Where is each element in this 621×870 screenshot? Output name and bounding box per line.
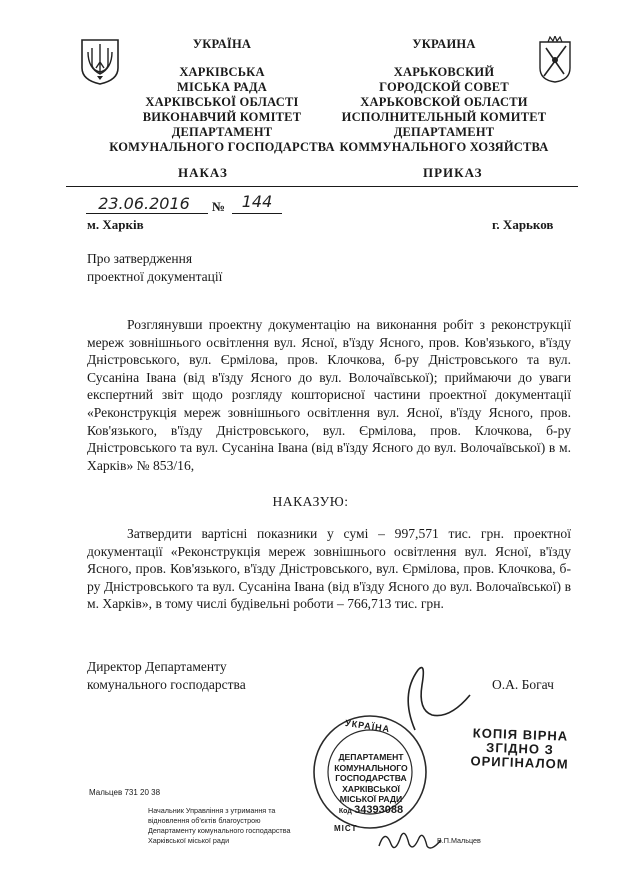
stamp-bottom-arc: МІСТ (334, 824, 358, 833)
certifier-line: Харківської міської ради (148, 836, 230, 845)
stamp-line: ГОСПОДАРСТВА (335, 773, 407, 783)
order-number-sign: № (212, 199, 226, 214)
header-russian (328, 37, 560, 155)
position-line: Директор Департаменту (87, 659, 227, 674)
order-word-ru: ПРИКАЗ (423, 165, 483, 180)
copy-certified-stamp (463, 726, 576, 772)
order-subject (87, 250, 222, 286)
preamble-paragraph (87, 316, 571, 474)
date-underline (86, 213, 208, 214)
stamp-code: 34393088 (354, 803, 404, 816)
city-ua: м. Харків (87, 217, 144, 232)
copy-stamp-line: КОПІЯ ВІРНА (472, 725, 569, 744)
header-line: ГОРОДСКОЙ СОВЕТ (379, 80, 509, 94)
header-ukrainian (84, 37, 360, 155)
stamp-code-label: Код (338, 807, 352, 815)
order-heading: НАКАЗУЮ: (272, 494, 349, 509)
header-divider (66, 186, 578, 187)
certifier-name: В.П.Мальцев (437, 836, 481, 845)
certifier-signature (375, 822, 445, 858)
header-line: МІСЬКА РАДА (176, 80, 268, 94)
certifier-block (148, 806, 328, 846)
subject-line: проектної документації (87, 269, 223, 284)
header-line: ХАРЬКОВСКИЙ (393, 65, 495, 79)
stamp-line: ДЕПАРТАМЕНТ (338, 752, 404, 762)
order-date: 23.06.2016 (98, 194, 190, 213)
stamp-line: МІСЬКОЇ РАДИ (339, 794, 403, 804)
header-line: ДЕПАРТАМЕНТ (171, 125, 273, 139)
country-name-ru: УКРАИНА (412, 37, 476, 51)
decision-paragraph (87, 525, 571, 613)
certifier-line: відновлення об'єктів благоустрою (148, 816, 261, 825)
order-word-ua: НАКАЗ (178, 165, 228, 180)
signatory-name: О.А. Богач (492, 677, 554, 692)
header-line: ДЕПАРТАМЕНТ (393, 125, 495, 139)
subject-line: Про затвердження (87, 251, 193, 266)
stamp-country: УКРАЇНА (344, 717, 391, 735)
stamp-line: КОМУНАЛЬНОГО (334, 762, 408, 773)
certifier-line: Начальник Управління з утримання та (148, 806, 276, 815)
stamp-body (318, 752, 424, 817)
stamp-line: ХАРКІВСЬКОЇ (342, 783, 400, 794)
decision-text: Затвердити вартісні показники у сумі – 997,571 тис. грн. проектної документації «Реконструкція мереж зовнішнього освітлення вул. Ясної, в'їзду Ясного, пров. Ков'язького, в'їзду Дністровського, вул. Єрмілова, пров. Клочкова, б-ру Дністровського та вул. Сусаніна Івана (від в'їзду Ясного до вул. Волочаївської) в м. Харків», в тому числі будівельні роботи – 766,713 тис. грн. (87, 526, 571, 612)
executor-contact: Мальцев 731 20 38 (89, 788, 161, 797)
city-ru: г. Харьков (492, 217, 554, 232)
header-line: ХАРКІВСЬКА (179, 65, 265, 79)
copy-stamp-line: ОРИГІНАЛОМ (470, 753, 569, 772)
header-line: КОММУНАЛЬНОГО ХОЗЯЙСТВА (339, 140, 549, 154)
header-line: ХАРЬКОВСКОЙ ОБЛАСТИ (360, 95, 528, 109)
order-number: 144 (241, 192, 273, 211)
header-line: ХАРКІВСЬКОЇ ОБЛАСТІ (145, 95, 299, 109)
header-line: ВИКОНАВЧИЙ КОМІТЕТ (142, 110, 302, 124)
country-name-ua: УКРАЇНА (192, 37, 252, 51)
preamble-text: Розглянувши проектну документацію на виконання робіт з реконструкції мереж зовнішнього освітлення вул. Ясної, в'їзду Ясного, пров. Ков'язького, в'їзду Дністровського, вул. Єрмілова, пров. Клочкова, б-ру Дністровського та вул. Сусаніна Івана (від в'їзду Ясного до вул. Волочаївської); приймаючи до уваги експертний звіт щодо розгляду кошторисної частини проектної документації «Реконструкція мереж зовнішнього освітлення вул. Ясної, в'їзду Ясного, пров. Ков'язького, в'їзду Дністровського, вул. Єрмілова, пров. Клочкова, б-ру Дністровського та вул. Сусаніна Івана (від в'їзду Ясного до вул. Волочаївської) в м. Харків» № 853/16, (87, 317, 571, 473)
certifier-line: Департаменту комунального господарства (148, 826, 291, 835)
position-line: комунального господарства (87, 677, 246, 692)
header-line: КОМУНАЛЬНОГО ГОСПОДАРСТВА (109, 140, 335, 154)
header-line: ИСПОЛНИТЕЛЬНЫЙ КОМИТЕТ (341, 110, 547, 124)
signatory-position (87, 658, 246, 694)
copy-stamp-line: ЗГІДНО З (485, 739, 555, 758)
number-underline (232, 213, 282, 214)
